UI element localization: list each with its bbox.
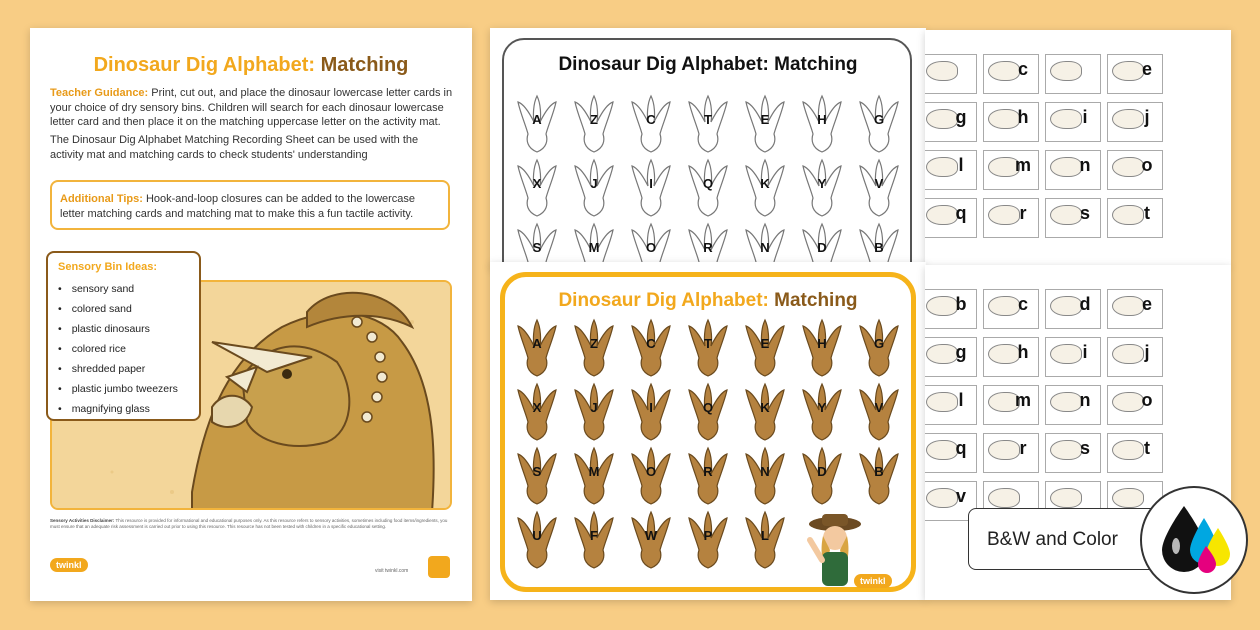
- footprint-letter-cell: [571, 318, 617, 378]
- letter-card: [1045, 337, 1101, 377]
- footprint-letter-cell: [799, 318, 845, 378]
- dinosaur-skull-icon: [1050, 488, 1082, 508]
- letter-card: [1045, 198, 1101, 238]
- additional-tips-box: Additional Tips: Hook-and-loop closures can be added to the lowercase letter matching cards and matching mat to make this a fun tactile activity.: [50, 180, 450, 230]
- footprint-letter-cell: [628, 510, 674, 570]
- twinkl-logo: twinkl: [50, 558, 88, 572]
- twinkl-logo: twinkl: [854, 574, 892, 588]
- uppercase-letter: M: [588, 240, 600, 255]
- letter-card: [1107, 433, 1163, 473]
- lowercase-letter: j: [1144, 107, 1150, 127]
- lowercase-letter: v: [955, 486, 966, 506]
- uppercase-letter: U: [532, 528, 542, 543]
- footprint-letter-cell: [742, 318, 788, 378]
- letter-card: [925, 198, 977, 238]
- lowercase-letter: c: [1017, 59, 1028, 79]
- lowercase-letter: t: [1144, 438, 1150, 458]
- footprint-letter-cell: [628, 446, 674, 506]
- footprint-letter-cell: [856, 158, 902, 218]
- footprint-letter-cell: [628, 382, 674, 442]
- sensory-disclaimer: Sensory Activities Disclaimer: This resource is provided for informational and educational purposes only. As this resource refers to sensory activities, sometimes including food items/ingredients, you must ensure that an adequate risk assessment is carried out prior to using this resource. This resource has not been tested with children in a specific educational setting.: [50, 518, 448, 529]
- lowercase-letter: d: [1079, 294, 1091, 314]
- guide-title: Dinosaur Dig Alphabet: Matching: [93, 54, 409, 76]
- lowercase-letter: j: [1144, 342, 1150, 362]
- sensory-item: • plastic dinosaurs: [58, 319, 189, 339]
- dinosaur-skull-icon: [926, 61, 958, 81]
- footprint-letter-cell: [628, 318, 674, 378]
- footprint-letter-cell: [742, 446, 788, 506]
- footprint-letter-cell: [514, 318, 560, 378]
- sensory-item: • colored sand: [58, 299, 189, 319]
- letter-card: [983, 337, 1039, 377]
- lowercase-letter: e: [1141, 294, 1152, 314]
- uppercase-letter: Q: [702, 400, 714, 415]
- lowercase-letter: n: [1079, 390, 1091, 410]
- uppercase-letter: T: [704, 112, 712, 127]
- uppercase-letter: K: [760, 400, 770, 415]
- quality-stamp-icon: [428, 556, 450, 578]
- uppercase-letter: Z: [590, 112, 598, 127]
- footprint-letter-cell: [799, 158, 845, 218]
- uppercase-letter: J: [590, 400, 598, 415]
- lowercase-letter: q: [955, 438, 967, 458]
- footprint-letter-cell: [628, 158, 674, 218]
- bw-letter-cards-page: [925, 30, 1231, 266]
- footprint-letter-cell: [514, 510, 560, 570]
- letter-card: [983, 385, 1039, 425]
- letter-card: [1107, 102, 1163, 142]
- uppercase-letter: G: [873, 112, 885, 127]
- lowercase-letter: s: [1079, 438, 1090, 458]
- uppercase-letter: A: [532, 112, 542, 127]
- letter-card: [1107, 385, 1163, 425]
- color-mat-title: Dinosaur Dig Alphabet: Matching: [558, 290, 858, 311]
- letter-card: [1107, 337, 1163, 377]
- footprint-letter-cell: [799, 94, 845, 154]
- footprint-letter-cell: [856, 318, 902, 378]
- uppercase-letter: X: [532, 176, 542, 191]
- uppercase-letter: K: [760, 176, 770, 191]
- lowercase-letter: g: [955, 342, 967, 362]
- letter-card: [1045, 385, 1101, 425]
- uppercase-letter: M: [588, 464, 600, 479]
- lowercase-letter: m: [1014, 390, 1031, 410]
- uppercase-letter: X: [532, 400, 542, 415]
- footprint-letter-cell: [571, 158, 617, 218]
- sensory-item: • colored rice: [58, 339, 189, 359]
- lowercase-letter: b: [955, 294, 967, 314]
- letter-card: [1107, 150, 1163, 190]
- uppercase-letter: W: [644, 528, 658, 543]
- uppercase-letter: H: [817, 112, 827, 127]
- footprint-letter-cell: [514, 158, 560, 218]
- uppercase-letter: Z: [590, 336, 598, 351]
- letter-card: [983, 198, 1039, 238]
- teacher-guidance-text: Teacher Guidance: Print, cut out, and place the dinosaur lowercase letter cards in your choice of dry sensory bins. Children will search for each dinosaur lowercase letter card and then place it on the matching uppercase letter on the activity mat.: [50, 87, 453, 128]
- letter-card: [925, 102, 977, 142]
- footprint-letter-cell: [628, 94, 674, 154]
- dinosaur-skull-icon: [988, 488, 1020, 508]
- letter-card: [983, 54, 1039, 94]
- sensory-bin-title: Sensory Bin Ideas:: [58, 261, 158, 273]
- sensory-item: • sensory sand: [58, 279, 189, 299]
- lowercase-letter: l: [958, 390, 964, 410]
- letter-card: [925, 150, 977, 190]
- letter-card: [925, 385, 977, 425]
- letter-card: [1045, 289, 1101, 329]
- lowercase-letter: h: [1017, 342, 1029, 362]
- footprint-letter-cell: [742, 382, 788, 442]
- uppercase-letter: R: [703, 240, 713, 255]
- footprint-letter-cell: [514, 382, 560, 442]
- sensory-bin-ideas-box: [46, 251, 201, 421]
- color-activity-mat: [490, 262, 926, 600]
- footprint-letter-cell: [685, 510, 731, 570]
- dinosaur-skull-icon: [1112, 488, 1144, 508]
- letter-card: [1045, 102, 1101, 142]
- footprint-letter-cell: [571, 94, 617, 154]
- footprint-letter-cell: [799, 382, 845, 442]
- uppercase-letter: A: [532, 336, 542, 351]
- recording-sheet-text: The Dinosaur Dig Alphabet Matching Recording Sheet can be used with the activity mat and matching cards to check students' understanding: [50, 134, 419, 161]
- uppercase-letter: I: [649, 176, 653, 191]
- uppercase-letter: D: [817, 240, 827, 255]
- teacher-guidance-page: [30, 28, 472, 601]
- letter-card: [983, 102, 1039, 142]
- lowercase-letter: g: [955, 107, 967, 127]
- lowercase-letter: m: [1014, 155, 1031, 175]
- footprint-letter-cell: [514, 446, 560, 506]
- bw-and-color-label: B&W and Color: [968, 508, 1170, 570]
- lowercase-letter: r: [1019, 438, 1027, 458]
- letter-card: [925, 289, 977, 329]
- letter-card: [983, 433, 1039, 473]
- sensory-item: • magnifying glass: [58, 399, 189, 419]
- lowercase-letter: c: [1017, 294, 1028, 314]
- lowercase-letter: h: [1017, 107, 1029, 127]
- letter-card: [983, 289, 1039, 329]
- bw-activity-mat: [490, 28, 926, 268]
- lowercase-letter: i: [1082, 107, 1088, 127]
- uppercase-letter: I: [649, 400, 653, 415]
- lowercase-letter: q: [955, 203, 967, 223]
- footprint-letter-cell: [514, 94, 560, 154]
- uppercase-letter: Y: [817, 400, 827, 415]
- letter-card: [1107, 54, 1163, 94]
- lowercase-letter: r: [1019, 203, 1027, 223]
- letter-card: [1045, 54, 1101, 94]
- letter-card: [1107, 198, 1163, 238]
- footprint-letter-cell: [685, 158, 731, 218]
- footprint-letter-cell: [685, 382, 731, 442]
- lowercase-letter: o: [1141, 155, 1153, 175]
- uppercase-letter: E: [760, 112, 770, 127]
- uppercase-letter: C: [646, 336, 656, 351]
- lowercase-letter: t: [1144, 203, 1150, 223]
- footprint-letter-cell: [571, 382, 617, 442]
- uppercase-letter: H: [817, 336, 827, 351]
- uppercase-letter: S: [532, 464, 542, 479]
- uppercase-letter: J: [590, 176, 598, 191]
- lowercase-letter: l: [958, 155, 964, 175]
- uppercase-letter: P: [703, 528, 713, 543]
- uppercase-letter: B: [874, 240, 884, 255]
- footprint-letter-cell: [856, 94, 902, 154]
- footprint-letter-cell: [571, 510, 617, 570]
- uppercase-letter: R: [703, 464, 713, 479]
- bw-mat-title: Dinosaur Dig Alphabet: Matching: [558, 54, 858, 75]
- uppercase-letter: Y: [817, 176, 827, 191]
- uppercase-letter: Q: [702, 176, 714, 191]
- footprint-letter-cell: [685, 446, 731, 506]
- lowercase-letter: o: [1141, 390, 1153, 410]
- sensory-item: • shredded paper: [58, 359, 189, 379]
- uppercase-letter: G: [873, 336, 885, 351]
- lowercase-letter: n: [1079, 155, 1091, 175]
- footprint-letter-cell: [742, 94, 788, 154]
- letter-card: [1045, 150, 1101, 190]
- uppercase-letter: L: [761, 528, 769, 543]
- footprint-letter-cell: [685, 94, 731, 154]
- uppercase-letter: O: [645, 464, 657, 479]
- uppercase-letter: B: [874, 464, 884, 479]
- uppercase-letter: E: [760, 336, 770, 351]
- footprint-letter-cell: [856, 382, 902, 442]
- footprint-letter-cell: [856, 446, 902, 506]
- letter-card: [983, 150, 1039, 190]
- visit-twinkl-text: visit twinkl.com: [375, 568, 409, 574]
- uppercase-letter: S: [532, 240, 542, 255]
- dinosaur-skull-icon: [1050, 61, 1082, 81]
- uppercase-letter: N: [760, 240, 770, 255]
- sensory-item: • plastic jumbo tweezers: [58, 379, 189, 399]
- letter-card: [925, 337, 977, 377]
- letter-card: [925, 433, 977, 473]
- letter-card: [1107, 289, 1163, 329]
- footprint-letter-cell: [799, 446, 845, 506]
- footprint-letter-cell: [742, 510, 788, 570]
- lowercase-letter: i: [1082, 342, 1088, 362]
- uppercase-letter: N: [760, 464, 770, 479]
- lowercase-letter: e: [1141, 59, 1152, 79]
- footprint-letter-cell: [742, 158, 788, 218]
- uppercase-letter: O: [645, 240, 657, 255]
- uppercase-letter: D: [817, 464, 827, 479]
- uppercase-letter: T: [704, 336, 712, 351]
- letter-card: [925, 54, 977, 94]
- lowercase-letter: s: [1079, 203, 1090, 223]
- uppercase-letter: V: [874, 400, 884, 415]
- footprint-letter-cell: [685, 318, 731, 378]
- footprint-letter-cell: [571, 446, 617, 506]
- uppercase-letter: F: [590, 528, 598, 543]
- uppercase-letter: V: [874, 176, 884, 191]
- letter-card: [1045, 433, 1101, 473]
- ink-drops-icon: [1140, 486, 1248, 594]
- uppercase-letter: C: [646, 112, 656, 127]
